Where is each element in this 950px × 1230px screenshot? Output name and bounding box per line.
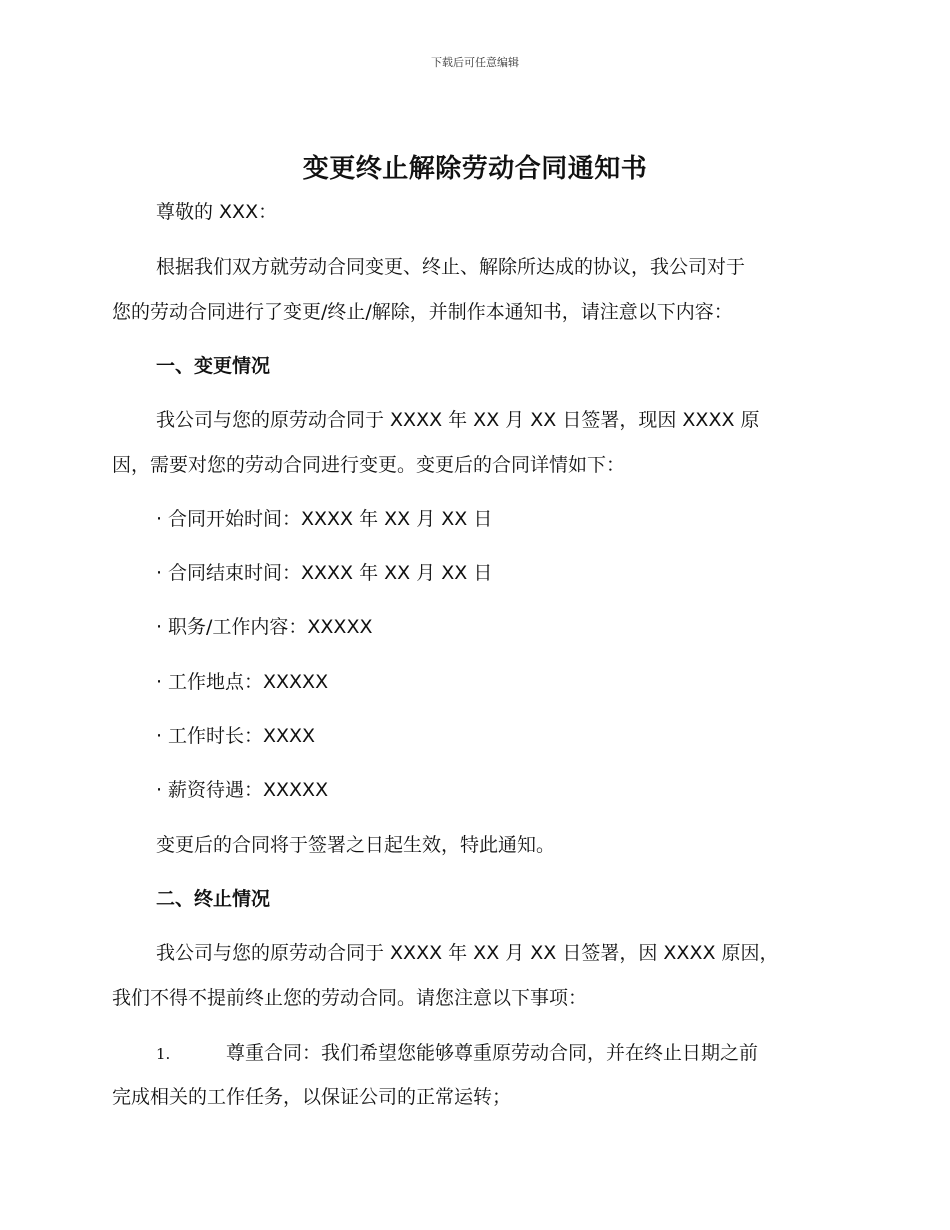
list-item-text: 工作地点：XXXXX <box>168 671 329 693</box>
section-heading-termination: 二、终止情况 <box>156 888 271 910</box>
numbered-item <box>156 1039 838 1068</box>
document-title: 变更终止解除劳动合同通知书 <box>302 154 648 184</box>
list-item <box>156 559 838 587</box>
bullet-dot: · <box>156 508 163 530</box>
intro-line-2: 您的劳动合同进行了变更/终止/解除，并制作本通知书，请注意以下内容： <box>112 301 733 323</box>
list-item-text: 工作时长：XXXX <box>168 725 316 747</box>
termination-paragraph-line-2: 我们不得不提前终止您的劳动合同。请您注意以下事项： <box>112 987 588 1009</box>
change-closing: 变更后的合同将于签署之日起生效，特此通知。 <box>156 834 556 856</box>
bullet-dot: · <box>156 671 163 693</box>
change-paragraph-line-1: 我公司与您的原劳动合同于 XXXX 年 XX 月 XX 日签署，现因 XXXX 原 <box>156 409 760 431</box>
section-heading-change: 一、变更情况 <box>156 355 271 377</box>
numbered-item-text-line-1: 尊重合同：我们希望您能够尊重原劳动合同，并在终止日期之前 <box>226 1042 759 1064</box>
running-header: 下载后可任意编辑 <box>431 56 519 69</box>
list-item <box>156 776 838 804</box>
bullet-dot: · <box>156 562 163 584</box>
bullet-dot: · <box>156 725 163 747</box>
intro-line-1: 根据我们双方就劳动合同变更、终止、解除所达成的协议，我公司对于 <box>156 256 746 278</box>
list-item-text: 合同结束时间：XXXX 年 XX 月 XX 日 <box>168 562 493 584</box>
item-number: 1. <box>156 1045 171 1063</box>
bullet-dot: · <box>156 616 163 638</box>
list-item <box>156 722 838 750</box>
termination-paragraph-line-1: 我公司与您的原劳动合同于 XXXX 年 XX 月 XX 日签署，因 XXXX 原因， <box>156 942 779 964</box>
change-paragraph-line-2: 因，需要对您的劳动合同进行变更。变更后的合同详情如下： <box>112 454 626 476</box>
list-item <box>156 613 838 641</box>
numbered-item-text-line-2: 完成相关的工作任务，以保证公司的正常运转； <box>112 1086 512 1108</box>
list-item-text: 职务/工作内容：XXXXX <box>168 616 373 638</box>
list-item-text: 薪资待遇：XXXXX <box>168 779 329 801</box>
list-item <box>156 505 838 533</box>
bullet-dot: · <box>156 779 163 801</box>
list-item <box>156 668 838 696</box>
list-item-text: 合同开始时间：XXXX 年 XX 月 XX 日 <box>168 508 493 530</box>
salutation: 尊敬的 XXX： <box>156 201 278 223</box>
